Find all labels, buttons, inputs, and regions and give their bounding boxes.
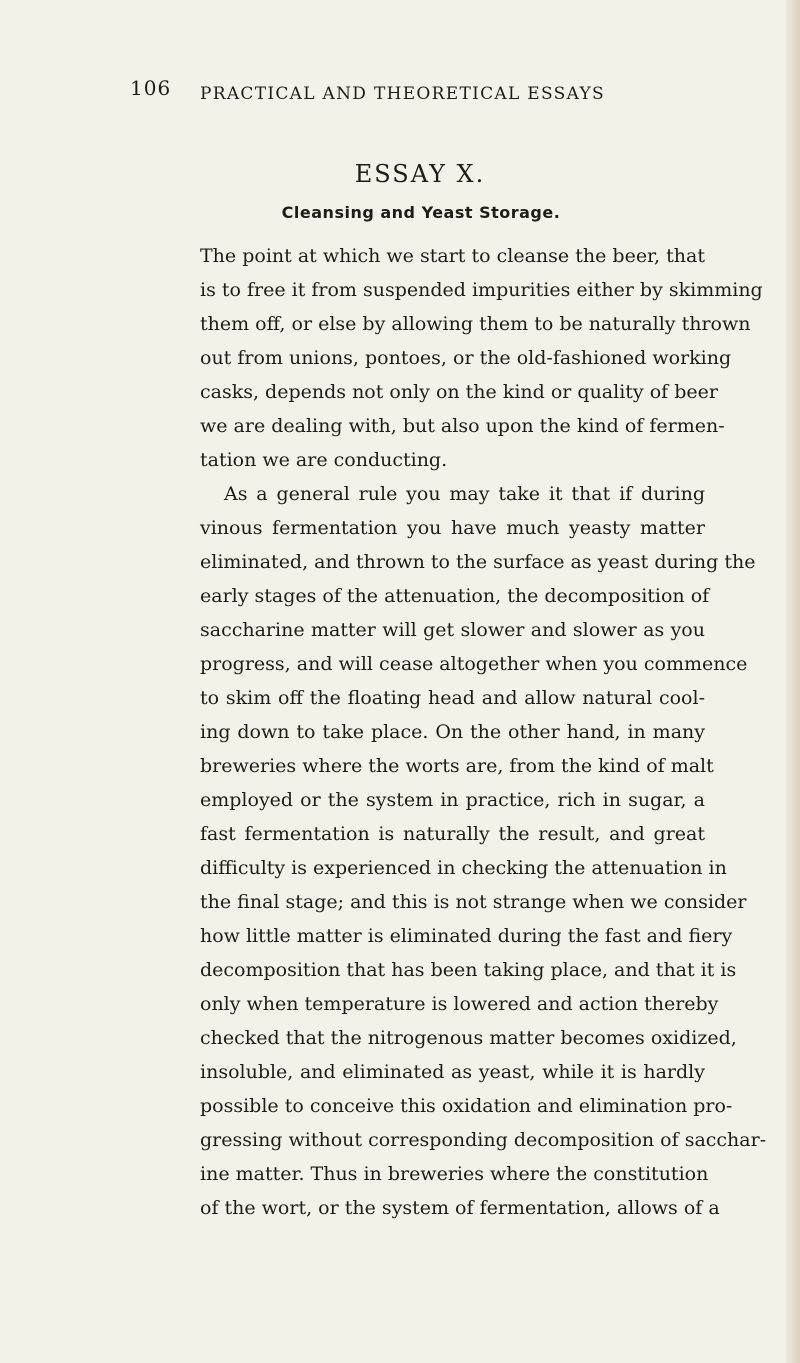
text-line: tation we are conducting. — [200, 449, 448, 471]
text-line: we are dealing with, but also upon the kind of fermen- — [200, 415, 725, 437]
text-line: only when temperature is lowered and action thereby — [200, 993, 719, 1015]
text-line: As a general rule you may take it that if during — [224, 483, 705, 505]
text-line: them off, or else by allowing them to be naturally thrown — [200, 313, 751, 335]
text-line: checked that the nitrogenous matter becomes oxidized, — [200, 1027, 737, 1049]
text-line: the final stage; and this is not strange when we consider — [200, 891, 747, 913]
text-line: breweries where the worts are, from the kind of malt — [200, 755, 714, 777]
text-line: vinous fermentation you have much yeasty matter — [200, 517, 705, 539]
text-line: eliminated, and thrown to the surface as yeast during the — [200, 551, 756, 573]
text-line: progress, and will cease altogether when you commence — [200, 653, 748, 675]
text-line: how little matter is eliminated during the fast and fiery — [200, 925, 733, 947]
text-line: saccharine matter will get slower and slower as you — [200, 619, 705, 641]
text-line: out from unions, pontoes, or the old-fashioned working — [200, 347, 732, 369]
text-line: ine matter. Thus in breweries where the constitution — [200, 1163, 709, 1185]
text-line: gressing without corresponding decomposition of sacchar- — [200, 1129, 767, 1151]
page-number: 106 — [130, 76, 172, 100]
essay-subtitle: Cleansing and Yeast Storage. — [281, 203, 561, 222]
text-line: fast fermentation is naturally the result, and great — [200, 823, 705, 845]
text-line: decomposition that has been taking place, and that it is — [200, 959, 737, 981]
text-line: casks, depends not only on the kind or quality of beer — [200, 381, 718, 403]
text-line: early stages of the attenuation, the decomposition of — [200, 585, 710, 607]
text-line: of the wort, or the system of fermentation, allows of a — [200, 1197, 720, 1219]
text-line: possible to conceive this oxidation and elimination pro- — [200, 1095, 733, 1117]
essay-title: ESSAY X. — [354, 160, 486, 188]
text-line: employed or the system in practice, rich in sugar, a — [200, 789, 705, 811]
text-line: is to free it from suspended impurities either by skimming — [200, 279, 763, 301]
text-line: difficulty is experienced in checking the attenuation in — [200, 857, 727, 879]
running-head: PRACTICAL AND THEORETICAL ESSAYS — [200, 84, 605, 104]
text-line: insoluble, and eliminated as yeast, while it is hardly — [200, 1061, 705, 1083]
text-line: ing down to take place. On the other hand, in many — [200, 721, 705, 743]
text-line: to skim off the floating head and allow natural cool- — [200, 687, 705, 709]
text-line: The point at which we start to cleanse the beer, that — [200, 245, 705, 267]
